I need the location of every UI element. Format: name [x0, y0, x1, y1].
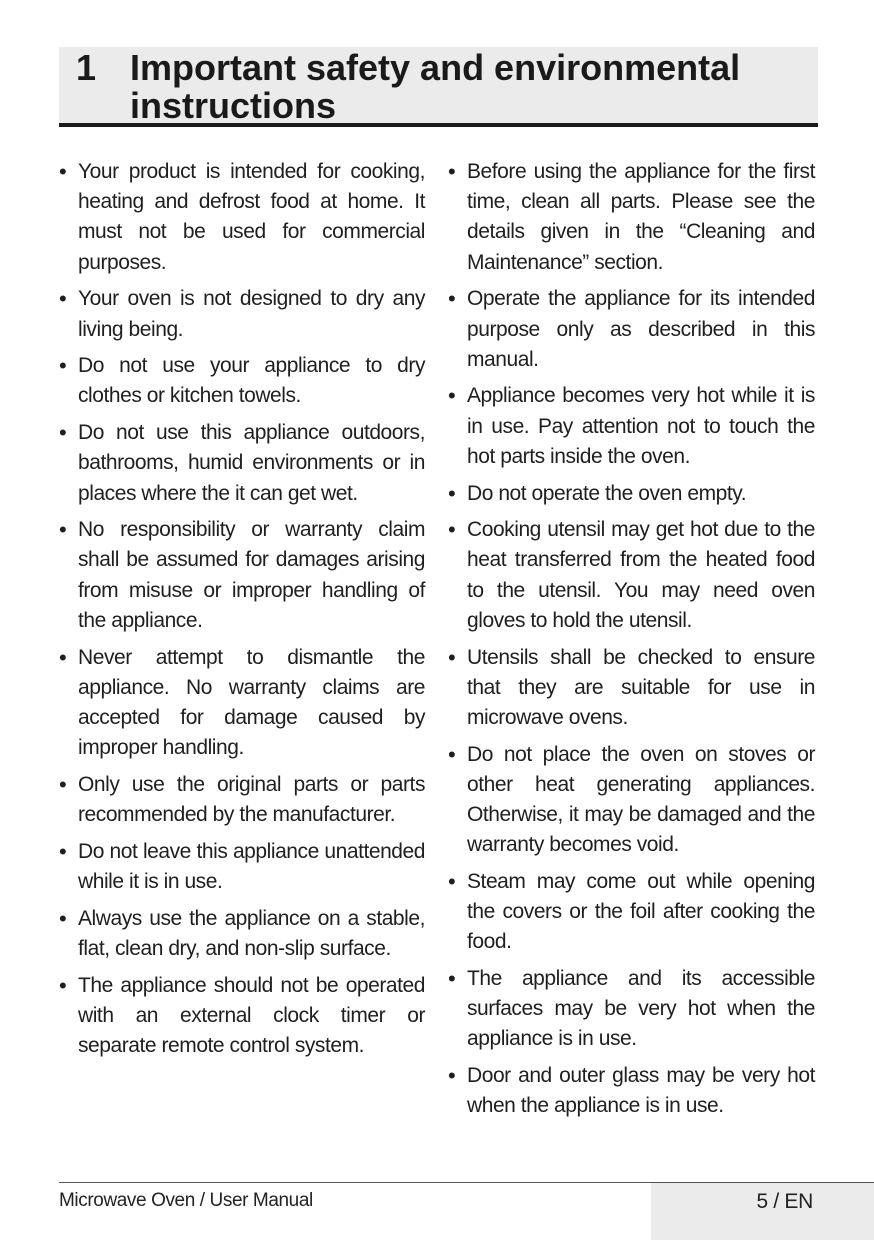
list-item-text: No responsibility or warranty claim shall be assumed for damages arising from misuse or improper handling of the appliance.	[78, 518, 425, 632]
list-item-text: Cooking utensil may get hot due to the heat transferred from the heated food to the utensil. You may need oven gloves to hold the utensil.	[467, 518, 815, 632]
section-title: Important safety and environmental instructions	[130, 47, 741, 126]
list-item	[59, 418, 425, 509]
bullet-icon: •	[448, 517, 456, 543]
list-item	[448, 740, 815, 861]
bullet-icon: •	[448, 286, 456, 312]
list-item	[59, 643, 425, 764]
bullet-icon: •	[448, 868, 456, 894]
list-item	[59, 971, 425, 1062]
bullet-icon: •	[59, 838, 67, 864]
list-item-text: Do not place the oven on stoves or other heat generating appliances. Otherwise, it may be damaged and the warranty becomes void.	[467, 742, 815, 857]
list-item	[59, 515, 425, 636]
footer-manual-label: Microwave Oven / User Manual	[59, 1190, 313, 1211]
list-item-text: Never attempt to dismantle the appliance. No warranty claims are accepted for damage caused by improper handling.	[78, 645, 425, 760]
list-item	[448, 479, 815, 509]
bullet-icon: •	[448, 159, 456, 184]
list-item-text: Your oven is not designed to dry any living being.	[78, 287, 425, 341]
list-item-text: Appliance becomes very hot while it is in use. Pay attention not to touch the hot parts inside the oven.	[467, 384, 815, 468]
bullet-icon: •	[448, 644, 456, 670]
list-item	[448, 1061, 815, 1121]
bullet-icon: •	[448, 741, 456, 767]
list-item-text: Always use the appliance on a stable, flat, clean dry, and non-slip surface.	[78, 906, 425, 960]
bullet-icon: •	[59, 353, 67, 379]
bullet-icon: •	[448, 1063, 456, 1089]
list-item	[448, 157, 815, 278]
bullet-icon: •	[59, 905, 67, 931]
list-item	[448, 867, 815, 958]
footer-page-number: 5 / EN	[756, 1190, 813, 1213]
list-item-text: Only use the original parts or parts recommended by the manufacturer.	[78, 772, 425, 827]
list-item-text: Do not use this appliance outdoors, bathrooms, humid environments or in places where the it can get wet.	[78, 421, 425, 505]
bullet-icon: •	[59, 420, 67, 446]
list-item-text: Before using the appliance for the first time, clean all parts. Please see the details given in the “Cleaning and Maintenance” section.	[467, 160, 815, 274]
list-item-text: The appliance and its accessible surfaces may be very hot when the appliance is in use.	[467, 967, 815, 1051]
list-item	[59, 157, 425, 278]
left-column-list	[59, 157, 425, 1068]
list-item-text: The appliance should not be operated with an external clock timer or separate remote control system.	[78, 973, 425, 1057]
list-item	[59, 351, 425, 411]
bullet-icon: •	[59, 771, 67, 797]
section-number: 1	[76, 47, 97, 88]
list-item-text: Steam may come out while opening the covers or the foil after cooking the food.	[467, 869, 815, 954]
list-item-text: Do not operate the oven empty.	[467, 481, 747, 505]
list-item	[59, 904, 425, 964]
bullet-icon: •	[59, 159, 67, 184]
list-item	[448, 284, 815, 375]
list-item-text: Door and outer glass may be very hot when the appliance is in use.	[467, 1064, 815, 1118]
bullet-icon: •	[448, 966, 456, 992]
list-item-text: Your product is intended for cooking, heating and defrost food at home. It must not be used for commercial purposes.	[78, 160, 425, 274]
list-item	[59, 770, 425, 830]
bullet-icon: •	[59, 972, 67, 998]
right-column-list	[448, 157, 815, 1128]
list-item	[448, 964, 815, 1055]
list-item	[448, 515, 815, 636]
bullet-icon: •	[448, 383, 456, 409]
section-header	[59, 47, 818, 127]
list-item-text: Utensils shall be checked to ensure that they are suitable for use in microwave ovens.	[467, 645, 815, 729]
bullet-icon: •	[59, 517, 67, 543]
list-item	[448, 381, 815, 472]
list-item-text: Operate the appliance for its intended purpose only as described in this manual.	[467, 287, 815, 371]
list-item	[59, 284, 425, 344]
list-item	[59, 837, 425, 897]
bullet-icon: •	[59, 644, 67, 670]
bullet-icon: •	[448, 480, 456, 506]
bullet-icon: •	[59, 286, 67, 312]
list-item	[448, 643, 815, 734]
list-item-text: Do not leave this appliance unattended while it is in use.	[78, 839, 425, 893]
list-item-text: Do not use your appliance to dry clothes or kitchen towels.	[78, 354, 425, 408]
